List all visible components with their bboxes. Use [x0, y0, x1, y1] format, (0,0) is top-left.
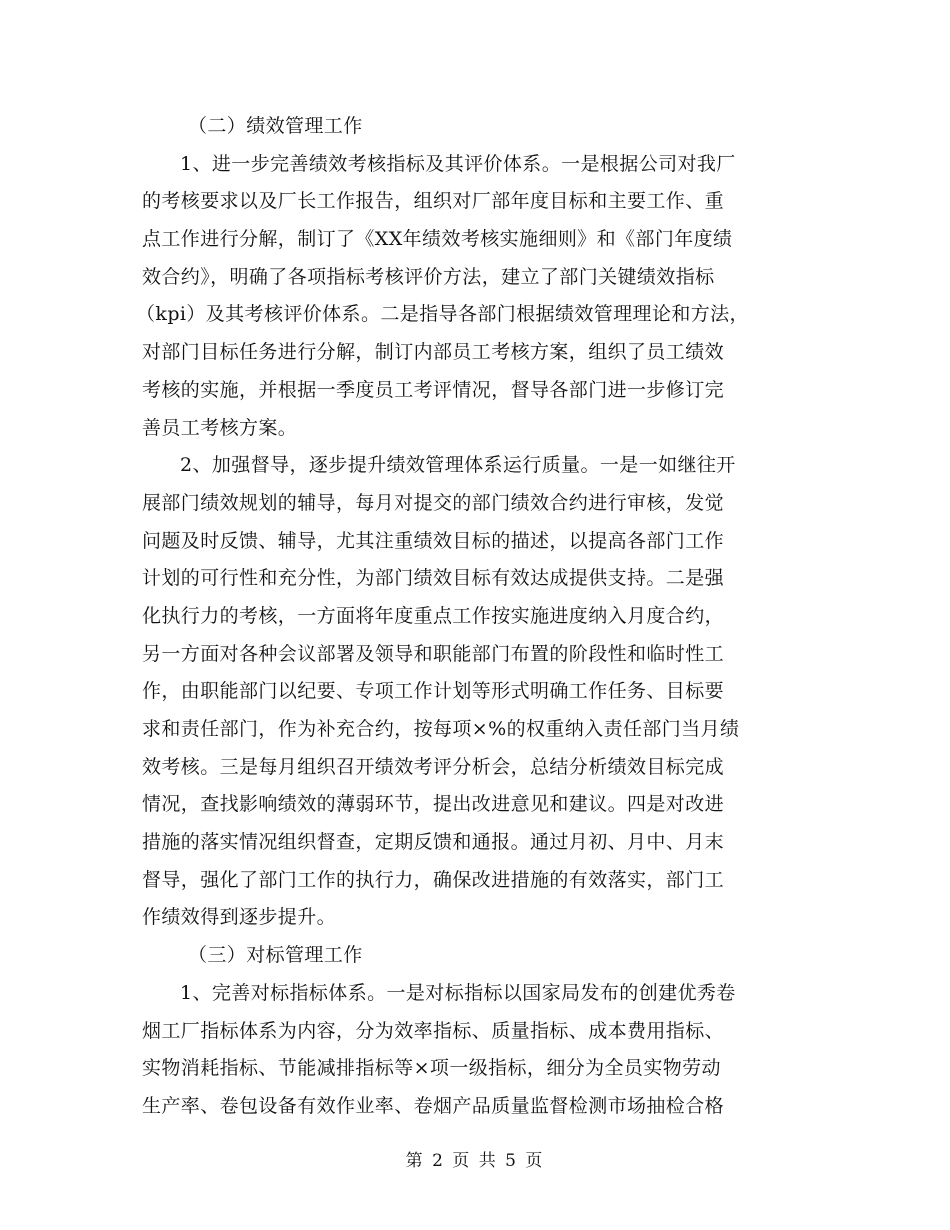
paragraph-line: 展部门绩效规划的辅导，每月对提交的部门绩效合约进行审核，发觉	[142, 491, 725, 514]
paragraph-line: 1、进一步完善绩效考核指标及其评价体系。一是根据公司对我厂	[180, 152, 736, 175]
page-number-footer: 第 2 页 共 5 页	[405, 1151, 545, 1171]
section-heading-benchmarking: （三）对标管理工作	[188, 944, 363, 967]
paragraph-line: 善员工考核方案。	[142, 416, 298, 439]
paragraph-line: （kpi）及其考核评价体系。二是指导各部门根据绩效管理理论和方法，	[136, 303, 749, 326]
paragraph-line: 的考核要求以及厂长工作报告，组织对厂部年度目标和主要工作、重	[142, 190, 725, 213]
paragraph-line: 对部门目标任务进行分解，制订内部员工考核方案，组织了员工绩效	[142, 341, 725, 364]
paragraph-line: 点工作进行分解，制订了《XX年绩效考核实施细则》和《部门年度绩	[142, 228, 733, 251]
section-heading-performance: （二）绩效管理工作	[188, 115, 363, 137]
paragraph-line: 1、完善对标指标体系。一是对标指标以国家局发布的创建优秀卷	[180, 981, 736, 1004]
paragraph-line: 作绩效得到逐步提升。	[142, 906, 337, 929]
paragraph-line: 生产率、卷包设备有效作业率、卷烟产品质量监督检测市场抽检合格	[142, 1094, 725, 1117]
paragraph-line: 督导，强化了部门工作的执行力，确保改进措施的有效落实，部门工	[142, 868, 725, 891]
paragraph-line: 化执行力的考核，一方面将年度重点工作按实施进度纳入月度合约，	[142, 604, 725, 627]
paragraph-line: 效考核。三是每月组织召开绩效考评分析会，总结分析绩效目标完成	[142, 755, 725, 778]
paragraph-line: 考核的实施，并根据一季度员工考评情况，督导各部门进一步修订完	[142, 378, 725, 401]
paragraph-line: 效合约》，明确了各项指标考核评价方法，建立了部门关键绩效指标	[142, 265, 715, 288]
paragraph-line: 实物消耗指标、节能减排指标等×项一级指标，细分为全员实物劳动	[142, 1057, 721, 1080]
paragraph-line: 求和责任部门，作为补充合约，按每项×%的权重纳入责任部门当月绩	[142, 718, 740, 740]
paragraph-line: 另一方面对各种会议部署及领导和职能部门布置的阶段性和临时性工	[142, 642, 725, 665]
paragraph-line: 烟工厂指标体系为内容，分为效率指标、质量指标、成本费用指标、	[142, 1019, 725, 1042]
paragraph-line: 2、加强督导，逐步提升绩效管理体系运行质量。一是一如继往开	[180, 454, 736, 477]
paragraph-line: 作，由职能部门以纪要、专项工作计划等形式明确工作任务、目标要	[142, 680, 725, 703]
paragraph-line: 情况，查找影响绩效的薄弱环节，提出改进意见和建议。四是对改进	[142, 793, 725, 816]
document-body	[136, 108, 814, 1126]
paragraph-line: 问题及时反馈、辅导，尤其注重绩效目标的描述，以提高各部门工作	[142, 529, 725, 552]
paragraph-line: 计划的可行性和充分性，为部门绩效目标有效达成提供支持。二是强	[142, 567, 725, 590]
paragraph-line: 措施的落实情况组织督查，定期反馈和通报。通过月初、月中、月末	[142, 831, 725, 854]
